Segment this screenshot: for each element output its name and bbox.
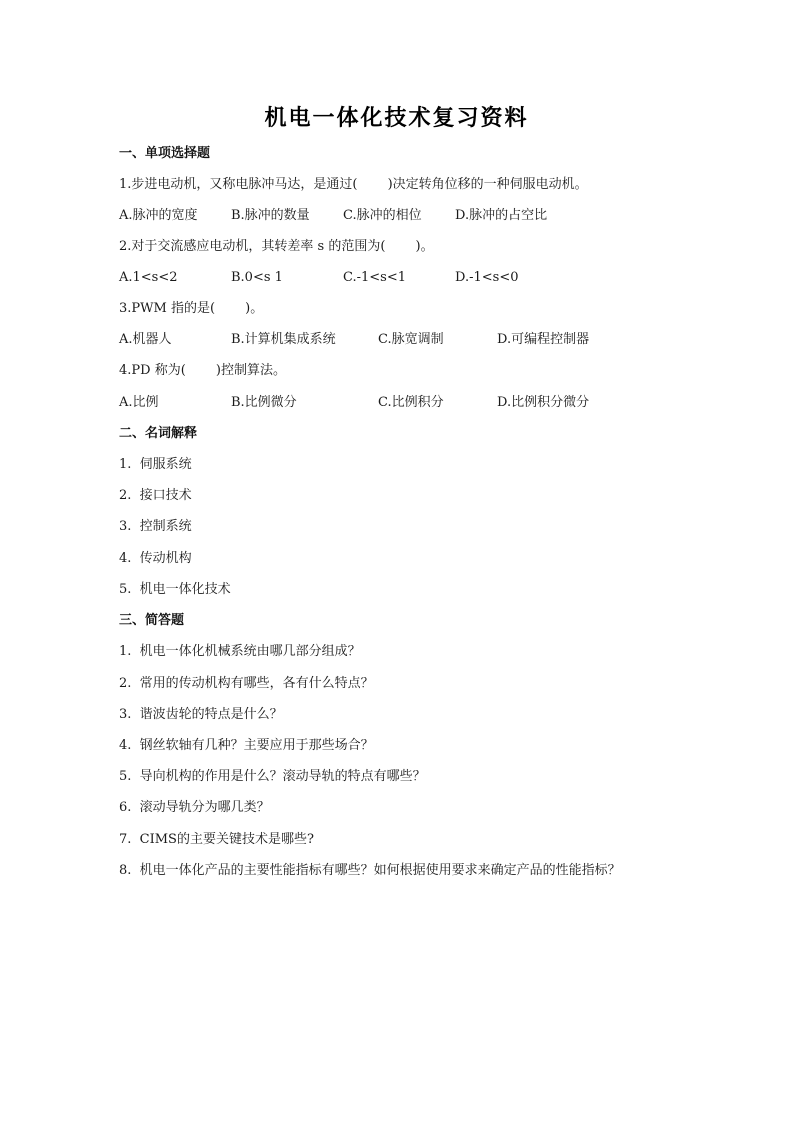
q2-option-c: C.-1<s<1 [343, 270, 407, 285]
q3-option-a: A.机器人 [119, 332, 172, 347]
term-item: 1. 伺服系统 [119, 457, 192, 472]
q4-option-a: A.比例 [119, 395, 159, 410]
q1-option-a: A.脉冲的宽度 [119, 208, 198, 223]
section-heading-multiple-choice: 一、单项选择题 [119, 146, 211, 161]
q1-option-b: B.脉冲的数量 [231, 208, 310, 223]
short-answer-item: 6. 滚动导轨分为哪几类？ [119, 800, 270, 815]
q3-option-b: B.计算机集成系统 [231, 332, 336, 347]
question-1: 1.步进电动机，又称电脉冲马达，是通过( )决定转角位移的一种伺服电动机。 [119, 177, 588, 192]
q1-option-c: C.脉冲的相位 [343, 208, 422, 223]
section-heading-short-answer: 三、简答题 [119, 613, 185, 628]
q1-option-d: D.脉冲的占空比 [455, 208, 548, 223]
q4-option-b: B.比例微分 [231, 395, 297, 410]
short-answer-item: 4. 钢丝软轴有几种？主要应用于那些场合？ [119, 738, 374, 753]
q3-option-c: C.脉宽调制 [378, 332, 444, 347]
short-answer-item: 7. CIMS的主要关键技术是哪些? [119, 832, 314, 847]
section-heading-terms: 二、名词解释 [119, 426, 198, 441]
term-item: 3. 控制系统 [119, 519, 192, 534]
short-answer-item: 8. 机电一体化产品的主要性能指标有哪些？如何根据使用要求来确定产品的性能指标？ [119, 863, 621, 878]
q2-option-b: B.0<s 1 [231, 270, 283, 285]
term-item: 2. 接口技术 [119, 488, 192, 503]
q4-option-c: C.比例积分 [378, 395, 444, 410]
q3-option-d: D.可编程控制器 [497, 332, 590, 347]
term-item: 5. 机电一体化技术 [119, 582, 231, 597]
short-answer-item: 5. 导向机构的作用是什么？滚动导轨的特点有哪些？ [119, 769, 426, 784]
question-4: 4.PD 称为( )控制算法。 [119, 363, 286, 378]
document-title: 机电一体化技术复习资料 [264, 105, 529, 131]
term-item: 4. 传动机构 [119, 551, 192, 566]
question-3: 3.PWM 指的是( )。 [119, 301, 264, 316]
question-2: 2.对于交流感应电动机，其转差率 s 的范围为( )。 [119, 239, 434, 254]
short-answer-item: 1. 机电一体化机械系统由哪几部分组成？ [119, 644, 361, 659]
q2-option-d: D.-1<s<0 [455, 270, 519, 285]
short-answer-item: 3. 谐波齿轮的特点是什么？ [119, 707, 283, 722]
short-answer-item: 2. 常用的传动机构有哪些，各有什么特点？ [119, 676, 374, 691]
q4-option-d: D.比例积分微分 [497, 395, 590, 410]
q2-option-a: A.1<s<2 [119, 270, 178, 285]
